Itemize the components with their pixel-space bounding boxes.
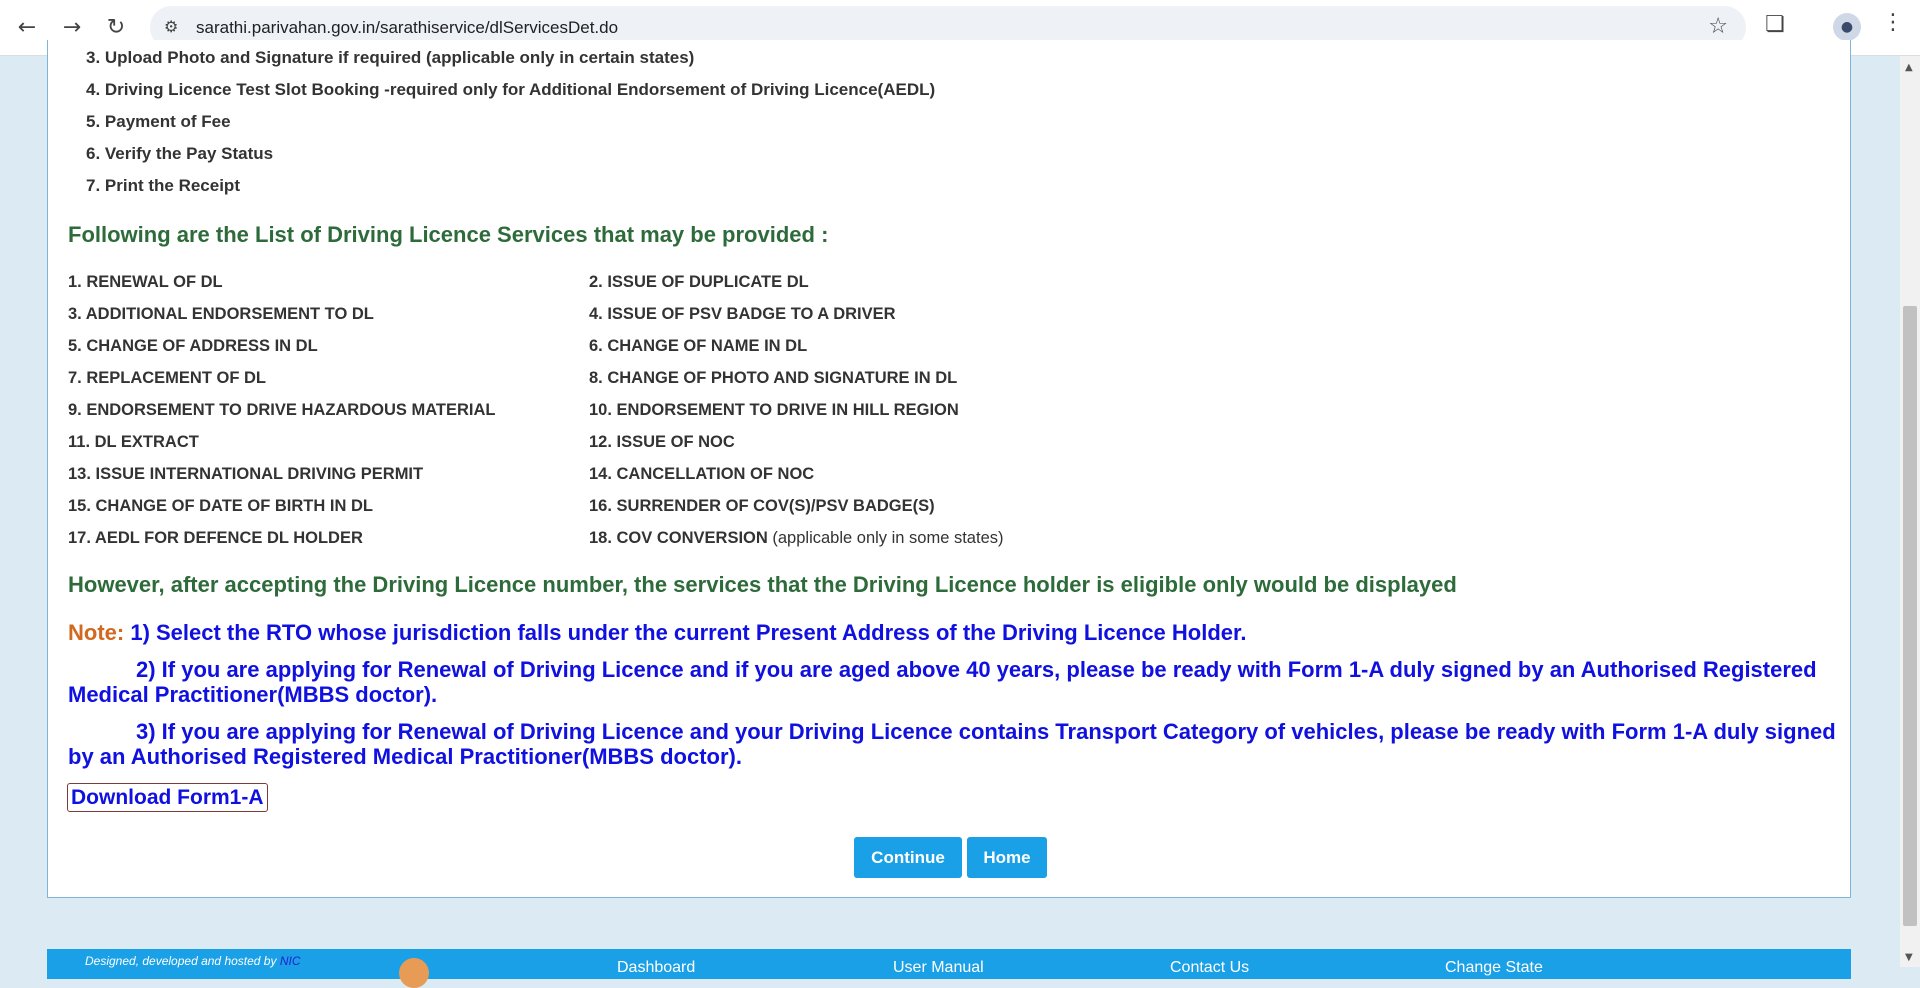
bookmark-star-icon[interactable]: ☆ bbox=[1708, 14, 1728, 39]
service-item: 1. RENEWAL OF DL bbox=[68, 273, 223, 291]
browser-menu-icon[interactable]: ⋮ bbox=[1882, 10, 1904, 35]
profile-avatar[interactable]: ● bbox=[1833, 13, 1861, 41]
url-text[interactable]: sarathi.parivahan.gov.in/sarathiservice/dlServicesDet.do bbox=[196, 18, 619, 37]
nic-link[interactable]: NIC bbox=[279, 954, 301, 968]
continue-button[interactable]: Continue bbox=[854, 837, 962, 878]
step-item: 7. Print the Receipt bbox=[86, 176, 240, 195]
services-list bbox=[68, 272, 1168, 560]
service-item: 6. CHANGE OF NAME IN DL bbox=[589, 337, 808, 355]
footer-link-contact-us[interactable]: Contact Us bbox=[1170, 959, 1250, 976]
eligibility-text: However, after accepting the Driving Licence number, the services that the Driving Licence holder is eligible only would be displayed bbox=[68, 572, 1457, 597]
step-item: 5. Payment of Fee bbox=[86, 112, 231, 131]
service-item: 18. COV CONVERSION (applicable only in some states) bbox=[589, 529, 1004, 547]
service-item: 10. ENDORSEMENT TO DRIVE IN HILL REGION bbox=[589, 401, 959, 419]
notes-section bbox=[68, 620, 1838, 769]
service-item: 12. ISSUE OF NOC bbox=[589, 433, 735, 451]
footer-link-change-state[interactable]: Change State bbox=[1445, 959, 1543, 976]
service-item: 5. CHANGE OF ADDRESS IN DL bbox=[68, 337, 318, 355]
note-line-1: Note: 1) Select the RTO whose jurisdiction falls under the current Present Address of the Driving Licence Holder. bbox=[68, 620, 1247, 645]
scrollbar-thumb[interactable] bbox=[1903, 306, 1917, 926]
note-line-2: 2) If you are applying for Renewal of Driving Licence and if you are aged above 40 years, please be ready with Form 1-A duly signed by an Authorised Registered Medical Practitioner(MBBS doctor). bbox=[68, 657, 1817, 707]
download-form1a-button[interactable]: Download Form1-A bbox=[67, 783, 268, 812]
service-item: 8. CHANGE OF PHOTO AND SIGNATURE IN DL bbox=[589, 369, 958, 387]
site-settings-icon[interactable]: ⚙ bbox=[164, 17, 179, 36]
scroll-up-arrow-icon[interactable]: ▲ bbox=[1905, 62, 1913, 73]
service-item: 3. ADDITIONAL ENDORSEMENT TO DL bbox=[68, 305, 374, 323]
footer-link-user-manual[interactable]: User Manual bbox=[893, 959, 984, 976]
procedure-steps-list bbox=[86, 48, 935, 208]
service-item: 15. CHANGE OF DATE OF BIRTH IN DL bbox=[68, 497, 373, 515]
service-item: 4. ISSUE OF PSV BADGE TO A DRIVER bbox=[589, 305, 896, 323]
page-scrollbar[interactable] bbox=[1900, 56, 1920, 967]
service-item: 9. ENDORSEMENT TO DRIVE HAZARDOUS MATERIAL bbox=[68, 401, 496, 419]
forward-arrow-icon[interactable]: → bbox=[62, 14, 82, 40]
note-label: Note: bbox=[68, 620, 125, 645]
service-item: 7. REPLACEMENT OF DL bbox=[68, 369, 267, 387]
service-item: 14. CANCELLATION OF NOC bbox=[589, 465, 815, 483]
note-line-3: 3) If you are applying for Renewal of Driving Licence and your Driving Licence contains Transport Category of vehicles, please be ready with Form 1-A duly signed by an Authorised Registered Medical Practitioner(MBBS doctor). bbox=[68, 719, 1836, 769]
services-heading: Following are the List of Driving Licence Services that may be provided : bbox=[68, 222, 829, 247]
service-item: 13. ISSUE INTERNATIONAL DRIVING PERMIT bbox=[68, 465, 424, 483]
service-item: 16. SURRENDER OF COV(S)/PSV BADGE(S) bbox=[589, 497, 935, 515]
service-item: 17. AEDL FOR DEFENCE DL HOLDER bbox=[68, 529, 363, 547]
reload-icon[interactable]: ↻ bbox=[106, 14, 126, 40]
footer-link-dashboard[interactable]: Dashboard bbox=[617, 959, 696, 976]
back-arrow-icon[interactable]: ← bbox=[17, 14, 37, 40]
step-item: 6. Verify the Pay Status bbox=[86, 144, 274, 163]
home-button[interactable]: Home bbox=[967, 837, 1047, 878]
service-item: 2. ISSUE OF DUPLICATE DL bbox=[589, 273, 809, 291]
extensions-icon[interactable]: ❏ bbox=[1765, 12, 1785, 37]
emblem-logo bbox=[399, 958, 429, 988]
service-item: 11. DL EXTRACT bbox=[68, 433, 199, 451]
step-item: 4. Driving Licence Test Slot Booking -required only for Additional Endorsement of Driving Licence(AEDL) bbox=[86, 80, 936, 99]
footer-credit: Designed, developed and hosted by NIC bbox=[85, 954, 301, 968]
services-panel bbox=[47, 40, 1851, 898]
scroll-down-arrow-icon[interactable]: ▼ bbox=[1905, 952, 1913, 963]
step-item: 3. Upload Photo and Signature if required (applicable only in certain states) bbox=[86, 48, 695, 67]
site-footer bbox=[47, 949, 1851, 979]
